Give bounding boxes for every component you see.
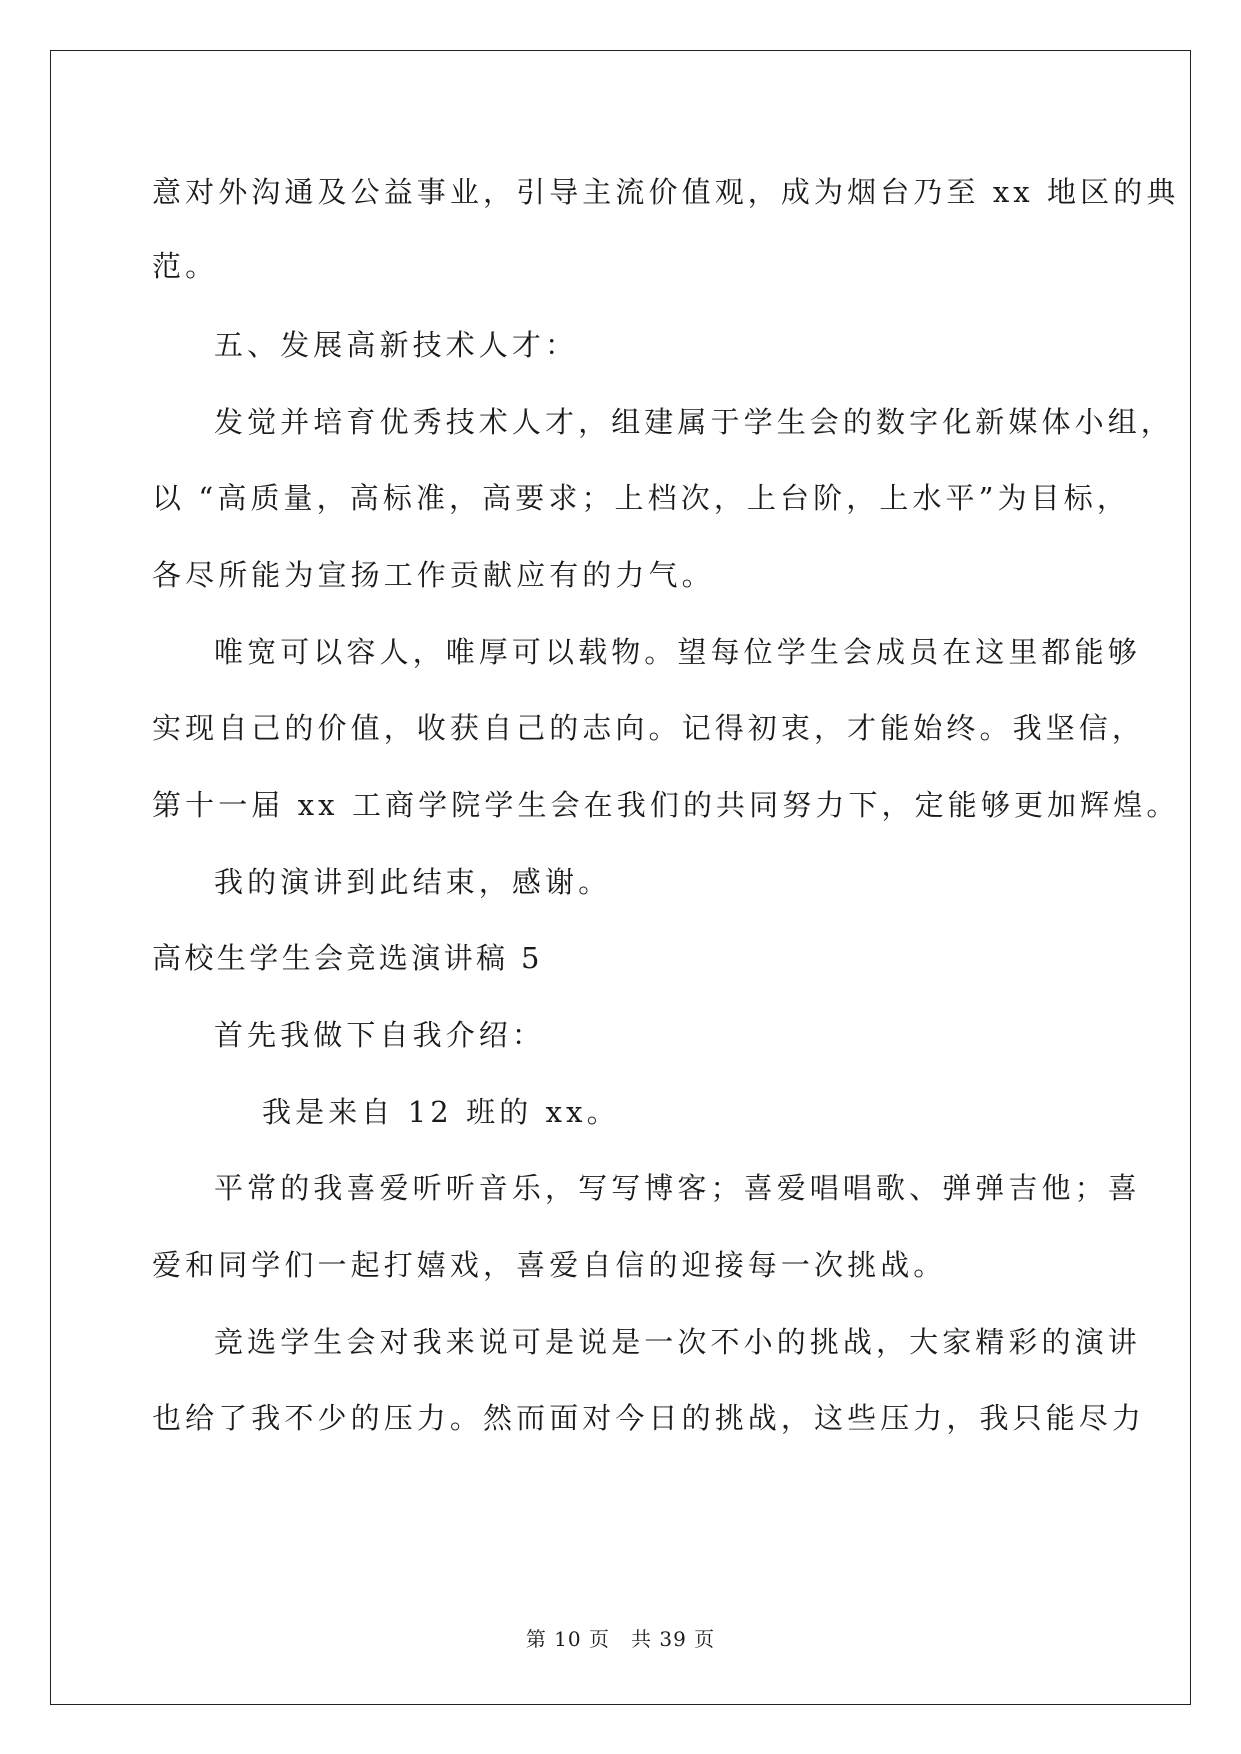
page-footer: 第 10 页 共 39 页: [525, 1627, 716, 1651]
body-line: 我是来自 12 班的 xx。: [262, 1095, 620, 1129]
body-line: 我的演讲到此结束，感谢。: [214, 865, 612, 899]
body-line: 首先我做下自我介绍：: [214, 1018, 546, 1052]
body-line: 范。: [152, 249, 219, 283]
body-line: 竞选学生会对我来说可是说是一次不小的挑战，大家精彩的演讲: [214, 1325, 1141, 1359]
section-heading: 五、发展高新技术人才：: [214, 328, 579, 362]
body-line: 也给了我不少的压力。然而面对今日的挑战，这些压力，我只能尽力: [152, 1401, 1146, 1435]
body-line: 以 “高质量，高标准，高要求；上档次，上台阶，上水平”为目标，: [152, 481, 1130, 515]
body-line: 平常的我喜爱听听音乐，写写博客；喜爱唱唱歌、弹弹吉他；喜: [214, 1171, 1141, 1205]
body-line: 爱和同学们一起打嬉戏，喜爱自信的迎接每一次挑战。: [152, 1248, 947, 1282]
body-line: 第十一届 xx 工商学院学生会在我们的共同努力下，定能够更加辉煌。: [152, 788, 1180, 822]
body-line: 各尽所能为宣扬工作贡献应有的力气。: [152, 558, 715, 592]
body-line: 唯宽可以容人，唯厚可以载物。望每位学生会成员在这里都能够: [214, 635, 1141, 669]
body-line: 意对外沟通及公益事业，引导主流价值观，成为烟台乃至 xx 地区的典: [152, 175, 1180, 209]
body-line: 实现自己的价值，收获自己的志向。记得初衷，才能始终。我坚信，: [152, 711, 1146, 745]
section-title: 高校生学生会竞选演讲稿 5: [152, 941, 543, 975]
body-line: 发觉并培育优秀技术人才，组建属于学生会的数字化新媒体小组，: [214, 405, 1174, 439]
